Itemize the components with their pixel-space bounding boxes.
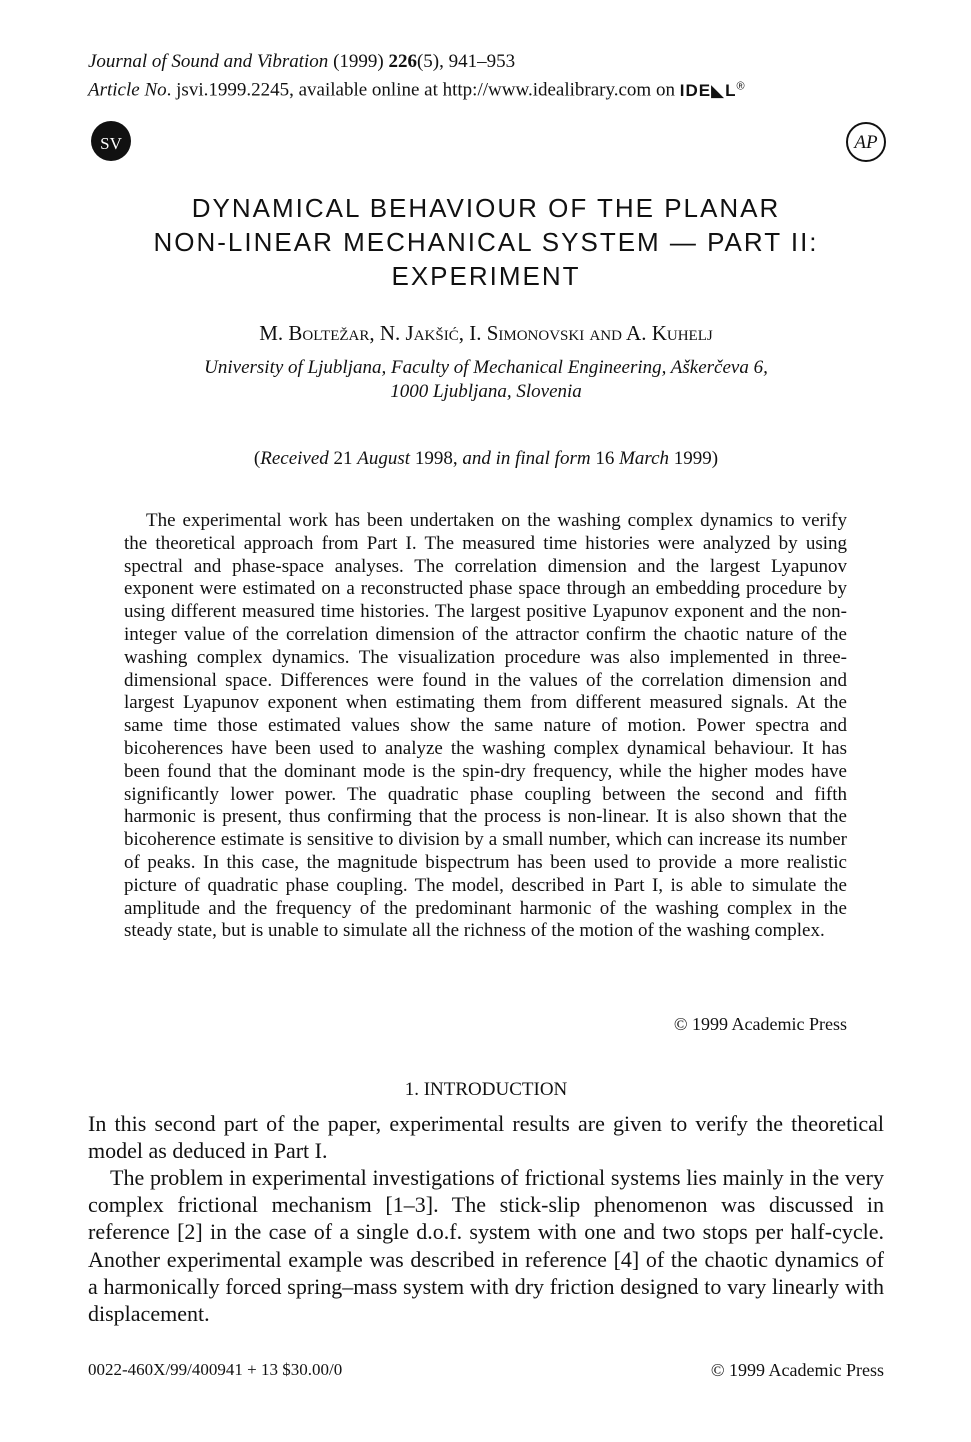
journal-volume: 226 <box>388 51 417 72</box>
affiliation-line-1: University of Ljubljana, Faculty of Mechanical Engineering, Aškerčeva 6, <box>204 357 768 378</box>
ap-publisher-logo: AP <box>846 122 886 162</box>
affiliation-line-2: 1000 Ljubljana, Slovenia <box>390 381 582 402</box>
journal-name: Journal of Sound and Vibration <box>88 51 329 72</box>
ideal-logo <box>680 81 746 100</box>
footer-copyright: © 1999 Academic Press <box>710 1360 884 1380</box>
received-label: Received <box>260 448 329 469</box>
section-heading-introduction: 1. INTRODUCTION <box>404 1079 568 1100</box>
journal-issue-pages: (5), 941–953 <box>416 51 516 72</box>
received-year: 1998, <box>410 448 463 469</box>
journal-citation-line <box>88 50 888 74</box>
body-paragraph-2: The problem in experimental investigations of frictional systems lies mainly in the very complex frictional mechanism [1–3]. The stick-slip phenomenon was discussed in reference [2] in the case of a single d.o.f. system with one and two stops per half-cycle. Another experimental example was described in reference [4] of the chaotic dynamics of a harmonically forced spring–mass system with dry friction designed to vary linearly with displacement. <box>88 1165 884 1327</box>
article-info-line <box>88 74 888 103</box>
final-day: 16 <box>590 448 620 469</box>
received-day: 21 <box>328 448 358 469</box>
paper-title <box>90 191 882 293</box>
received-dates <box>90 447 882 471</box>
abstract-copyright: © 1999 Academic Press <box>673 1014 847 1034</box>
ideal-logo-text: IDE◣L <box>679 80 737 100</box>
sv-publisher-logo: SV <box>91 121 131 161</box>
article-label: Article No <box>88 79 167 101</box>
article-info: . jsvi.1999.2245, available online at http://www.idealibrary.com on <box>166 79 675 101</box>
title-line-1: DYNAMICAL BEHAVIOUR OF THE PLANAR <box>191 193 781 223</box>
author-list: M. Boltežar, N. Jakšić, I. Simonovski and A. Kuhelj <box>259 321 713 345</box>
affiliation <box>90 356 882 404</box>
footer-issn-code: 0022-460X/99/400941 + 13 $30.00/0 <box>88 1360 343 1379</box>
received-open: ( <box>253 448 261 469</box>
title-line-3: EXPERIMENT <box>391 261 581 291</box>
final-form-label: and in final form <box>462 448 591 469</box>
body-paragraph-1: In this second part of the paper, experimental results are given to verify the theoretical model as deduced in Part I. <box>88 1111 884 1164</box>
received-month: August <box>357 448 411 469</box>
abstract-text: The experimental work has been undertaken on the washing complex dynamics to verify the theoretical approach from Part I. The measured time histories were analyzed by using spectral and phase-space analyses. The correlation dimension and the largest Lyapunov exponent were estimated on a reconstructed phase space through an embedding procedure by using different measured time histories. The largest positive Lyapunov exponent and the non-integer value of the correlation dimension of the attractor confirm the chaotic nature of the washing complex dynamics. The visualization procedure was also implemented in three-dimensional space. Differences were found in the values of the correlation dimension and largest Lyapunov exponent when estimating them from different measured signals. At the same time those estimated values show the same nature of motion. Power spectra and bicoherences have been used to analyze the washing complex dynamical behaviour. It has been found that the dominant mode is the spin-dry frequency, while the higher modes have significantly lower power. The quadratic phase coupling between the second and fifth harmonic is present, thus confirming that the process is non-linear. It is also shown that the bicoherence estimate is sensitive to division by a small number, which can increase its number of peaks. In this case, the magnitude bispectrum has been used to provide a more realistic picture of quadratic phase coupling. The model, described in Part I, is able to simulate the amplitude and the frequency of the predominant harmonic of the washing complex in the steady state, but is unable to simulate all the richness of the motion of the washing complex. <box>124 510 847 942</box>
final-year: 1999) <box>669 448 719 469</box>
journal-header <box>88 50 888 103</box>
journal-year: (1999) <box>333 51 384 72</box>
final-month: March <box>619 448 670 469</box>
title-line-2: NON-LINEAR MECHANICAL SYSTEM — PART II: <box>153 227 819 257</box>
ideal-logo-reg: ® <box>736 80 746 92</box>
